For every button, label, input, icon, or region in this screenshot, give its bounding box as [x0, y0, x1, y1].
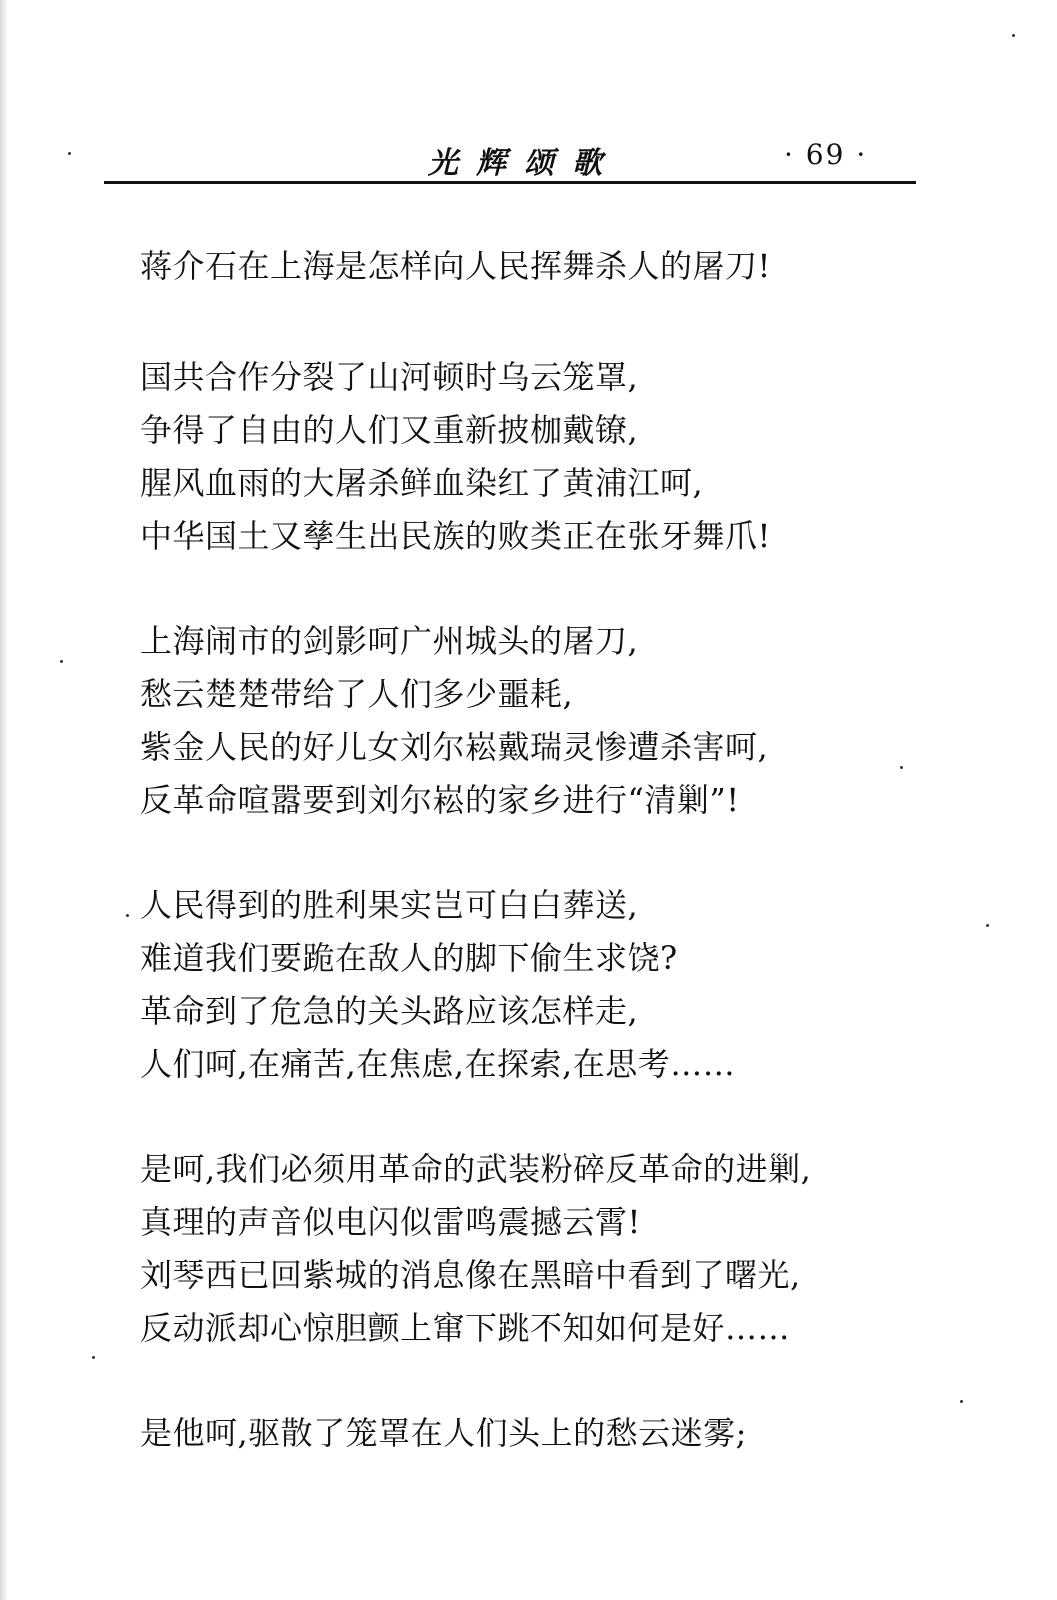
running-head-title: 光辉颂歌: [428, 146, 620, 181]
scan-speck: [986, 924, 989, 927]
scan-speck: [1012, 34, 1015, 37]
stanza: [140, 240, 880, 293]
stanza: [140, 879, 880, 1091]
poem-line: 争得了自由的人们又重新披枷戴镣,: [140, 411, 639, 449]
stanza: [140, 1143, 880, 1355]
page-number: · 69 ·: [784, 138, 868, 171]
poem-body: [140, 240, 880, 1512]
stanza: [140, 615, 880, 827]
poem-line: 愁云楚楚带给了人们多少噩耗,: [140, 675, 574, 713]
poem-line: 人民得到的胜利果实岂可白白葬送,: [140, 886, 639, 924]
scan-speck: [60, 660, 63, 663]
scan-speck: [92, 1356, 95, 1359]
poem-line: 紫金人民的好儿女刘尔崧戴瑞灵惨遭杀害呵,: [140, 728, 769, 766]
scan-speck: [68, 152, 71, 155]
scan-speck: [900, 766, 903, 769]
running-head: [104, 132, 916, 182]
scan-speck: [960, 1400, 963, 1403]
poem-line: 国共合作分裂了山河顿时乌云笼罩,: [140, 358, 639, 396]
poem-line: 真理的声音似电闪似雷鸣震撼云霄!: [140, 1203, 641, 1241]
poem-line: 是他呵,驱散了笼罩在人们头上的愁云迷雾;: [140, 1414, 747, 1452]
scan-speck: [126, 914, 129, 917]
poem-line: 反革命喧嚣要到刘尔崧的家乡进行“清剿”!: [140, 781, 740, 819]
poem-line: 革命到了危急的关头路应该怎样走,: [140, 992, 639, 1030]
scan-edge-shadow: [0, 0, 8, 1600]
poem-line: 反动派却心惊胆颤上窜下跳不知如何是好……: [140, 1309, 791, 1347]
poem-line: 中华国土又孳生出民族的败类正在张牙舞爪!: [140, 517, 771, 555]
poem-line: 上海闹市的剑影呵广州城头的屠刀,: [140, 622, 639, 660]
poem-line: 人们呵,在痛苦,在焦虑,在探索,在思考……: [140, 1045, 736, 1083]
stanza: [140, 1407, 880, 1460]
poem-line: 刘琴西已回紫城的消息像在黑暗中看到了曙光,: [140, 1256, 801, 1294]
header-rule: [104, 181, 916, 184]
poem-line: 是呵,我们必须用革命的武装粉碎反革命的进剿,: [140, 1150, 812, 1188]
poem-line: 难道我们要跪在敌人的脚下偷生求饶?: [140, 939, 678, 977]
poem-line: 腥风血雨的大屠杀鲜血染红了黄浦江呵,: [140, 464, 704, 502]
stanza: [140, 351, 880, 563]
poem-line: 蒋介石在上海是怎样向人民挥舞杀人的屠刀!: [140, 247, 771, 285]
